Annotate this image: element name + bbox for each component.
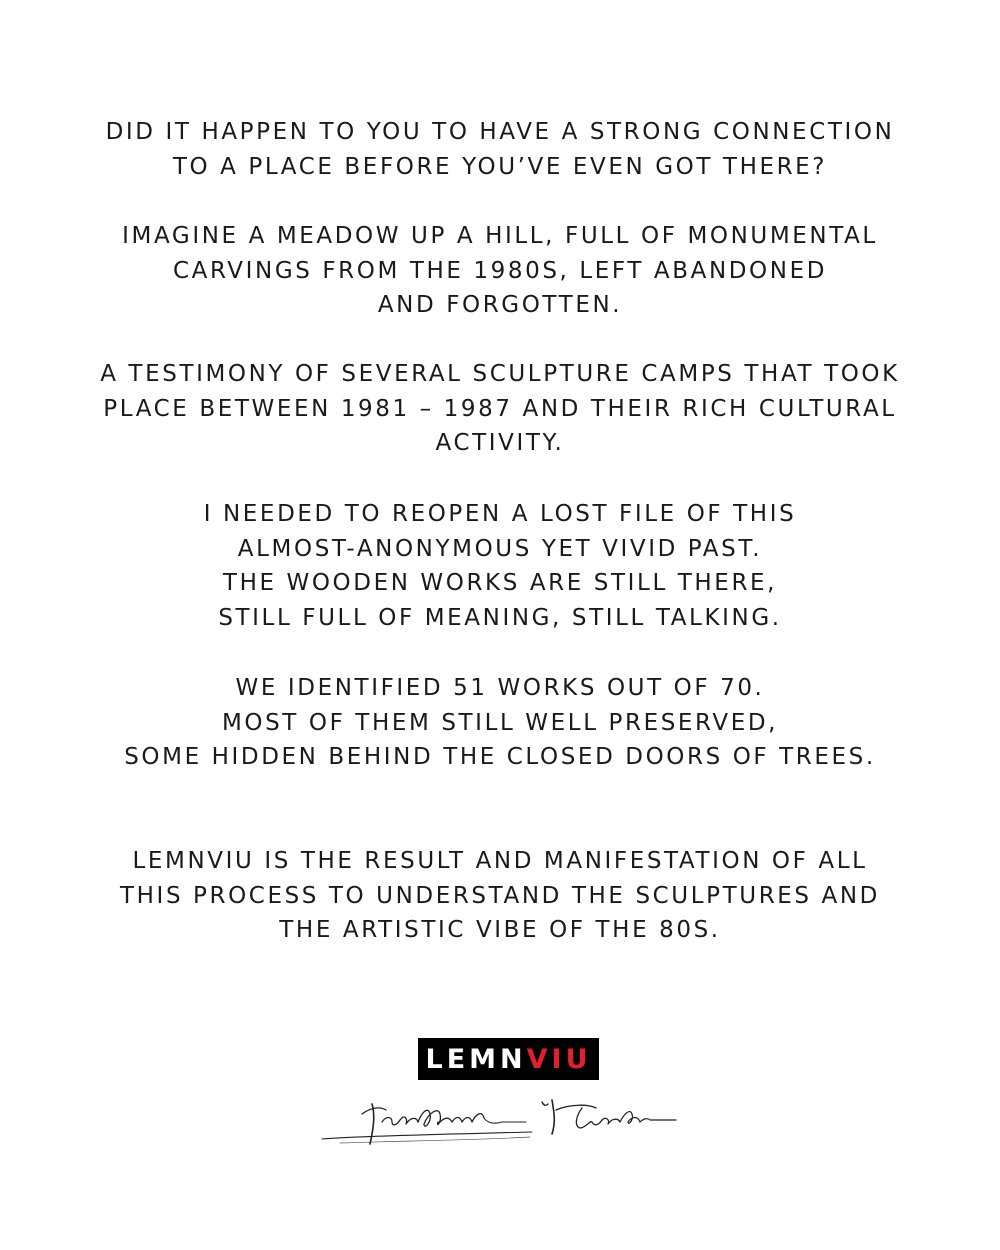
signature-left bbox=[322, 1104, 532, 1144]
paragraph-meadow bbox=[50, 219, 950, 323]
text-line: ACTIVITY. bbox=[435, 430, 565, 457]
paragraph-testimony bbox=[50, 357, 950, 461]
text-line: A TESTIMONY OF SEVERAL SCULPTURE CAMPS THAT TOOK bbox=[100, 361, 900, 387]
paragraph-lemnviu bbox=[50, 844, 950, 948]
logo-text-white: LEMN bbox=[425, 1043, 527, 1075]
text-line: CARVINGS FROM THE 1980S, LEFT ABANDONED bbox=[172, 257, 828, 284]
text-line: DID IT HAPPEN TO YOU TO HAVE A STRONG CONNECTION bbox=[105, 119, 895, 145]
text-line: THIS PROCESS TO UNDERSTAND THE SCULPTURES AND bbox=[120, 882, 880, 909]
text-line: MOST OF THEM STILL WELL PRESERVED, bbox=[221, 709, 779, 736]
logo-text-red: VIU bbox=[526, 1043, 592, 1075]
text-line: SOME HIDDEN BEHIND THE CLOSED DOORS OF TREES. bbox=[124, 744, 876, 771]
text-line: TO A PLACE BEFORE YOU’VE EVEN GOT THERE? bbox=[172, 153, 828, 180]
text-line: I NEEDED TO REOPEN A LOST FILE OF THIS bbox=[203, 501, 797, 527]
text-line: THE WOODEN WORKS ARE STILL THERE, bbox=[222, 570, 778, 597]
paragraph-identified bbox=[50, 671, 950, 775]
text-line: THE ARTISTIC VIBE OF THE 80S. bbox=[279, 917, 721, 944]
text-line: PLACE BETWEEN 1981 – 1987 AND THEIR RICH CULTURAL bbox=[103, 395, 897, 422]
text-line: IMAGINE A MEADOW UP A HILL, FULL OF MONUMENTAL bbox=[122, 223, 878, 249]
text-line: ALMOST-ANONYMOUS YET VIVID PAST. bbox=[237, 535, 763, 562]
text-line: STILL FULL OF MEANING, STILL TALKING. bbox=[218, 605, 782, 632]
signature-right bbox=[542, 1100, 676, 1134]
lemnviu-logo bbox=[418, 1038, 599, 1080]
paragraph-connection bbox=[50, 115, 950, 184]
paragraph-reopen bbox=[50, 497, 950, 636]
text-line: WE IDENTIFIED 51 WORKS OUT OF 70. bbox=[235, 675, 765, 701]
text-line: AND FORGOTTEN. bbox=[377, 292, 623, 319]
signatures bbox=[320, 1092, 690, 1152]
text-line: LEMNVIU IS THE RESULT AND MANIFESTATION OF ALL bbox=[132, 848, 868, 874]
